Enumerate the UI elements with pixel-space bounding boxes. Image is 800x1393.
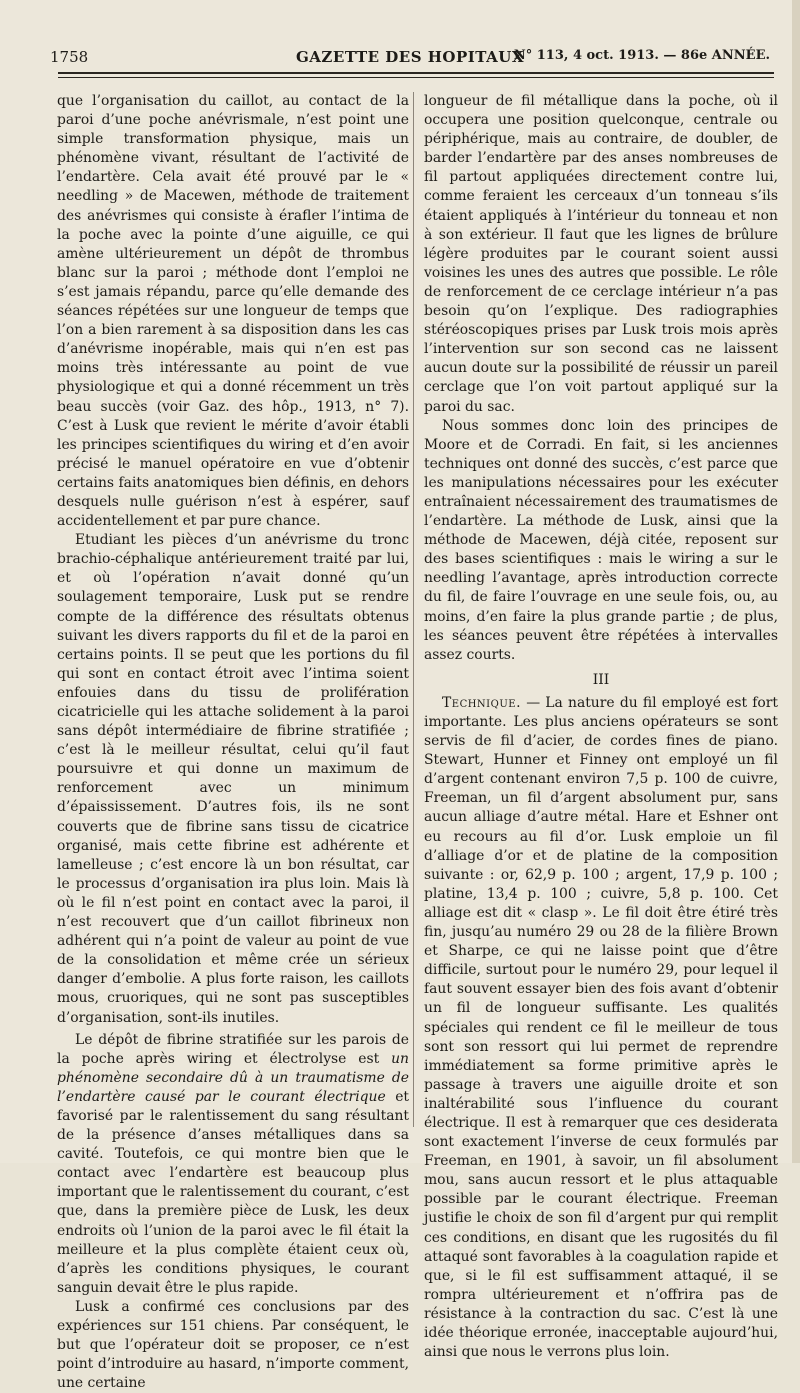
paragraph: Lusk a confirmé ces conclusions par des expériences sur 151 chiens. Par conséquent, le but que l’opérateur doit se proposer, ce n’est point d’introduire au hasard, n’importe comment, une certaine <box>57 1298 409 1392</box>
issue-info: N° 113, 4 oct. 1913. — 86e ANNÉE. <box>513 48 770 63</box>
paragraph-text: — La nature du fil employé est fort importante. Les plus anciens opérateurs se sont servis de fil d’acier, de cordes fines de piano. Stewart, Hunner et Finney ont employé un fil d’argent contenant environ 7,5 p. 100 de cuivre, Freeman, un fil d’argent absolument pur, sans aucun alliage d’autre métal. Hare et Eshner ont eu recours au fil d’or. Lusk emploie un fil d’alliage d’or et de platine de la composition suivante : or, 62,9 p. 100 ; argent, 17,9 p. 100 ; platine, 13,4 p. 100 ; cuivre, 5,8 p. 100. Cet alliage est dit « clasp ». Le fil doit être étiré très fin, jusqu’au numéro 29 ou 28 de la filière Brown et Sharpe, ce qui ne laisse point que d’être difficile, surtout pour le numéro 29, pour lequel il faut souvent essayer bien des fois avant d’obtenir un fil de longueur suffisante. Les qualités spéciales qui rendent ce fil le meilleur de tous sont son ressort qui lui permet de reprendre immédiatement sa forme primitive après le passage à travers une aiguille droite et son inaltérabilité sous l’influence du courant électrique. Il est à remarquer que ces desiderata sont exactement l’inverse de ceux formulés par Freeman, en 1901, à savoir, un fil absolument mou, sans aucun ressort et le plus attaquable possible par le courant électrique. Freeman justifie le choix de son fil d’argent pur qui remplit ces conditions, en disant que les rugosités du fil attaqué sont favorables à la coagulation rapide et que, si le fil est suffisamment attaqué, il se rompra ultérieurement et n’offrira pas de résistance à la contraction du sac. C’est là une idée théorique erronée, inacceptable aujourd’hui, ainsi que nous le verrons plus loin. <box>424 694 778 1361</box>
page-header <box>50 48 770 72</box>
journal-title: GAZETTE DES HOPITAUX <box>295 48 524 66</box>
paragraph: Nous sommes donc loin des principes de Moore et de Corradi. En fait, si les anciennes techniques ont donné des succès, c’est parce que les manipulations nécessaires pour les exécuter entraînaient nécessairement des traumatismes de l’endartère. La méthode de Lusk, ainsi que la méthode de Macewen, déjà citée, reposent sur des bases scientifiques : mais le wiring a sur le needling l’avantage, après introduction correcte du fil, de faire l’ouvrage en une seule fois, ou, au moins, d’en faire la plus grande partie ; de plus, les séances peuvent être répétées à intervalles assez courts. <box>424 417 778 663</box>
paragraph-text: Le dépôt de fibrine stratifiée sur les parois de la poche après wiring et électrolyse est <box>57 1031 409 1067</box>
run-in-heading: Technique. <box>442 694 521 711</box>
emphasis-text: un phénomène secondaire dû à un traumatisme de l’endartère causé par le courant électrique <box>57 1050 409 1105</box>
paragraph <box>57 1031 409 1298</box>
paragraph <box>424 694 778 1362</box>
paragraph: que l’organisation du caillot, au contact de la paroi d’une poche anévrismale, n’est point une simple transformation physique, mais un phénomène vivant, résultant de l’activité de l’endartère. Cela avait été prouvé par le « needling » de Macewen, méthode de traitement des anévrismes qui consiste à érafler l’intima de la poche avec la pointe d’une aiguille, ce qui amène ultérieurement un dépôt de thrombus blanc sur la paroi ; méthode dont l’emploi ne s’est jamais répandu, parce qu’elle demande des séances répétées sur une longueur de temps que l’on a bien rarement à sa disposition dans les cas d’anévrisme inopérable, mais qui n’en est pas moins très intéressante au point de vue physiologique et qui a donné récemment un très beau succès (voir Gaz. des hôp., 1913, n° 7). C’est à Lusk que revient le mérite d’avoir établi les principes scientifiques du wiring et d’en avoir précisé le manuel opératoire en vue d’obtenir certains faits anatomiques bien définis, en dehors desquels nulle guérison n’est à espérer, sauf accidentellement et par pure chance. <box>57 93 409 530</box>
header-rule-thick <box>58 72 774 74</box>
paragraph: longueur de fil métallique dans la poche, où il occupera une position quelconque, centrale ou périphérique, mais au contraire, de doubler, de barder l’endartère par des anses nombreuses de fil partout appliquées directement contre lui, comme feraient les cerceaux d’un tonneau s’ils étaient appliqués à l’intérieur du tonneau et non à son extérieur. Il faut que les lignes de brûlure légère produites par le courant soient aussi voisines les unes des autres que possible. Le rôle de renforcement de ce cerclage intérieur n’a pas besoin qu’on l’explique. Des radiographies stéréoscopiques prises par Lusk trois mois après l’intervention sur son second cas ne laissent aucun doute sur la possibilité de réussir un pareil cerclage que l’on voit partout appliqué sur la paroi du sac. <box>424 93 778 415</box>
left-column <box>57 92 409 1393</box>
book-spine-shadow <box>792 0 800 1163</box>
column-divider <box>413 92 414 1127</box>
section-heading: III <box>592 671 610 688</box>
page-number: 1758 <box>50 48 89 66</box>
right-column <box>424 92 778 1362</box>
header-rule-thin <box>58 77 774 78</box>
paragraph-text: et favorisé par le ralentissement du sang résultant de la présence d’anses métalliques dans sa cavité. Toutefois, ce qui montre bien que le contact avec l’endartère est beaucoup plus important que le ralentissement du courant, c’est que, dans la première pièce de Lusk, les deux endroits où l’union de la paroi avec le fil était la meilleure et la plus complète étaient ceux où, d’après les conditions physiques, le courant sanguin devait être le plus rapide. <box>57 1088 409 1296</box>
paragraph: Etudiant les pièces d’un anévrisme du tronc brachio-céphalique antérieurement traité par lui, et où l’opération n’avait donné qu’un soulagement temporaire, Lusk put se rendre compte de la différence des résultats obtenus suivant les divers rapports du fil et de la paroi en certains points. Il se peut que les portions du fil qui sont en contact étroit avec l’intima soient enfouies dans du tissu de prolifération cicatricielle qui les attache solidement à la paroi sans dépôt intermédiaire de fibrine stratifiée ; c’est là le meilleur résultat, celui qu’il faut poursuivre et qui donne un maximum de renforcement avec un minimum d’épaississement. D’autres fois, ils ne sont couverts que de fibrine sans tissu de cicatrice organisé, mais cette fibrine est adhérente et lamelleuse ; c’est encore là un bon résultat, car le processus d’organisation ira plus loin. Mais là où le fil n’est point en contact avec la paroi, il n’est recouvert que d’un caillot fibrineux non adhérent qui n’a point de valeur au point de vue de la consolidation et même crée un sérieux danger d’embolie. A plus forte raison, les caillots mous, cruoriques, qui ne sont pas susceptibles d’organisation, sont-ils inutiles. <box>57 532 409 1026</box>
